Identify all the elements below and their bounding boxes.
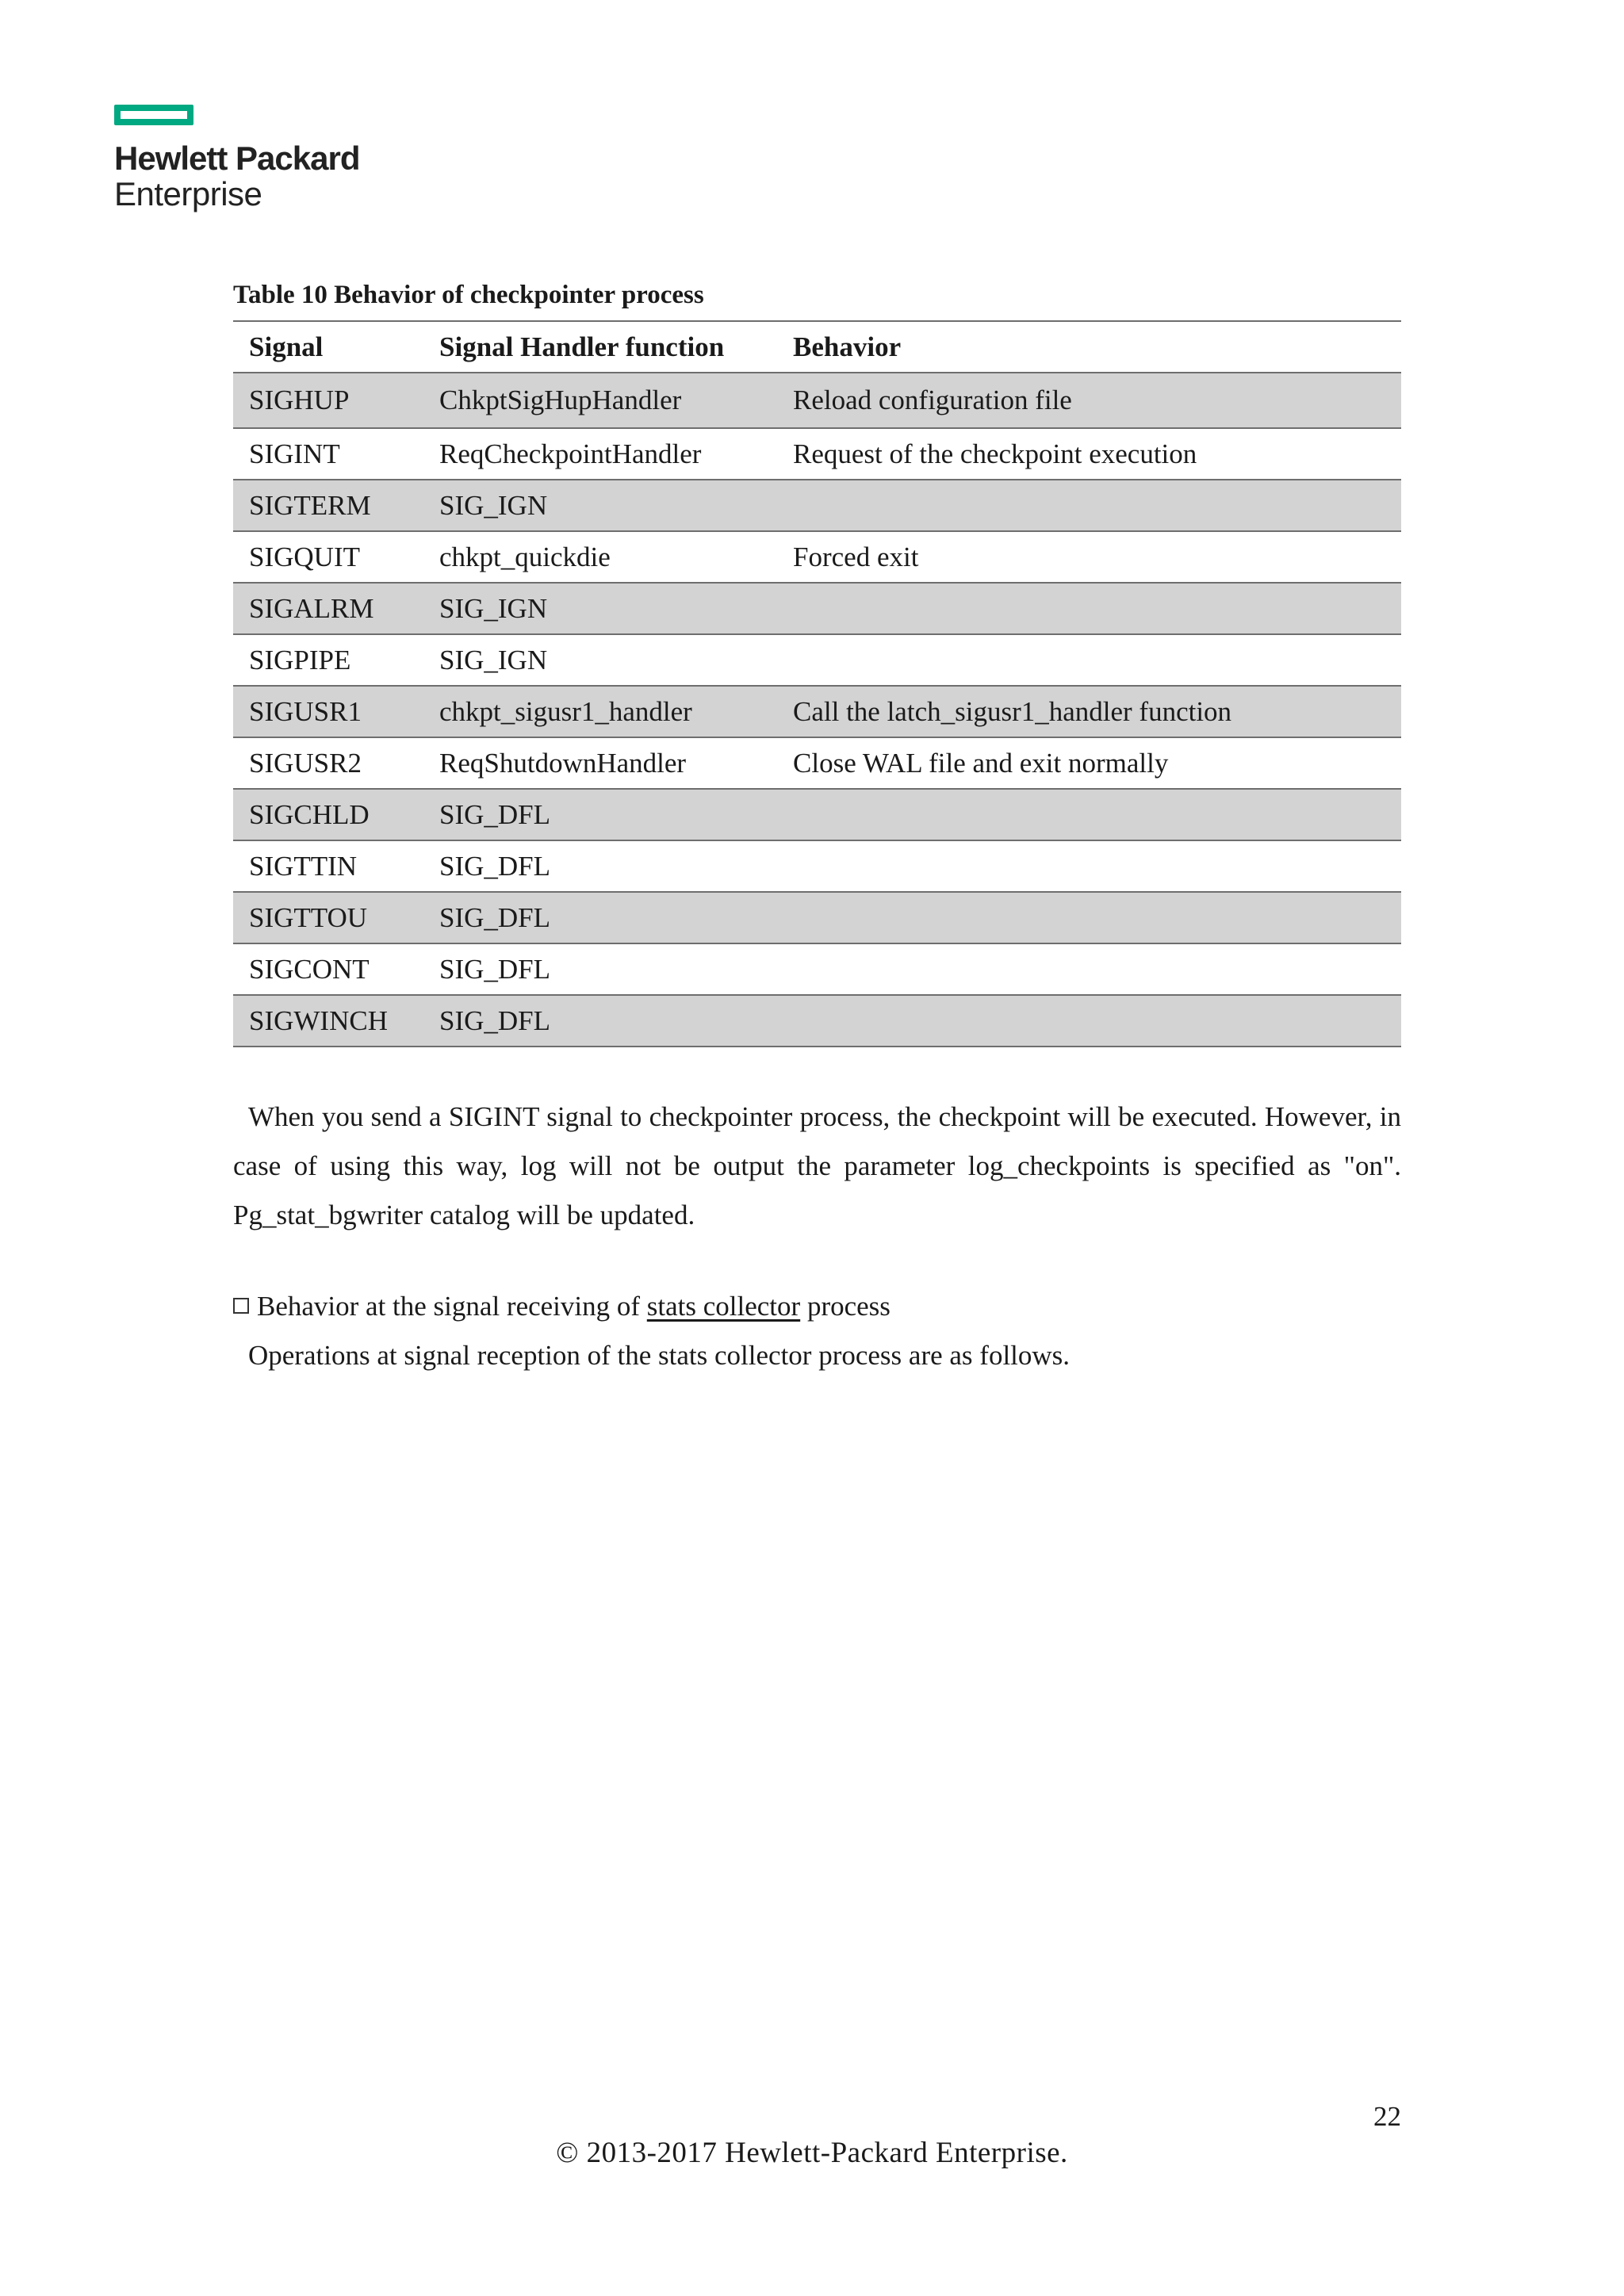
cell-behavior — [777, 943, 1401, 995]
cell-signal: SIGTERM — [233, 480, 423, 531]
cell-handler: SIG_IGN — [423, 480, 777, 531]
cell-signal: SIGINT — [233, 428, 423, 480]
cell-handler: SIG_IGN — [423, 634, 777, 686]
cell-handler: SIG_DFL — [423, 892, 777, 943]
cell-signal: SIGQUIT — [233, 531, 423, 583]
checkbox-bullet-icon — [233, 1298, 249, 1314]
heading-prefix: Behavior at the signal receiving of — [257, 1291, 647, 1322]
section-body: Operations at signal reception of the stats collector process are as follows. — [248, 1340, 1071, 1371]
cell-behavior: Reload configuration file — [777, 373, 1401, 428]
table-row — [233, 995, 1401, 1047]
cell-signal: SIGCONT — [233, 943, 423, 995]
table-row — [233, 531, 1401, 583]
cell-behavior — [777, 583, 1401, 634]
table-header-row — [233, 321, 1401, 373]
cell-signal: SIGTTOU — [233, 892, 423, 943]
cell-handler: SIG_DFL — [423, 840, 777, 892]
logo-text-line2: Enterprise — [114, 175, 262, 212]
cell-handler: SIG_DFL — [423, 995, 777, 1047]
logo-mark — [114, 105, 193, 125]
cell-handler: ReqShutdownHandler — [423, 737, 777, 789]
table-row — [233, 737, 1401, 789]
cell-behavior — [777, 634, 1401, 686]
table-row — [233, 686, 1401, 737]
table-row — [233, 943, 1401, 995]
cell-behavior: Call the latch_sigusr1_handler function — [777, 686, 1401, 737]
cell-signal: SIGUSR2 — [233, 737, 423, 789]
cell-behavior: Forced exit — [777, 531, 1401, 583]
cell-signal: SIGHUP — [233, 373, 423, 428]
table-row — [233, 428, 1401, 480]
header-signal: Signal — [233, 321, 423, 373]
cell-signal: SIGCHLD — [233, 789, 423, 840]
header-behavior: Behavior — [777, 321, 1401, 373]
cell-handler: ChkptSigHupHandler — [423, 373, 777, 428]
body-paragraph: When you send a SIGINT signal to checkpointer process, the checkpoint will be executed. However, in case of using this way, log will not be output the parameter log_checkpoints is specified as "on". Pg_stat_bgwriter catalog will be updated. — [233, 1101, 1401, 1230]
company-logo — [114, 105, 376, 212]
cell-behavior — [777, 995, 1401, 1047]
cell-handler: SIG_DFL — [423, 789, 777, 840]
copyright: © 2013-2017 Hewlett-Packard Enterprise. — [556, 2137, 1068, 2169]
table-caption: Table 10 Behavior of checkpointer process — [233, 281, 704, 309]
cell-behavior: Close WAL file and exit normally — [777, 737, 1401, 789]
heading-link: stats collector — [646, 1291, 801, 1322]
cell-handler: ReqCheckpointHandler — [423, 428, 777, 480]
header-handler: Signal Handler function — [423, 321, 777, 373]
cell-signal: SIGUSR1 — [233, 686, 423, 737]
table-row — [233, 373, 1401, 428]
table-row — [233, 480, 1401, 531]
table-row — [233, 634, 1401, 686]
cell-behavior — [777, 840, 1401, 892]
logo-text-line1: Hewlett Packard — [114, 140, 360, 177]
cell-behavior: Request of the checkpoint execution — [777, 428, 1401, 480]
cell-signal: SIGWINCH — [233, 995, 423, 1047]
table-row — [233, 840, 1401, 892]
section-heading — [233, 1289, 891, 1324]
table-row — [233, 583, 1401, 634]
cell-handler: SIG_IGN — [423, 583, 777, 634]
cell-behavior — [777, 892, 1401, 943]
cell-handler: SIG_DFL — [423, 943, 777, 995]
signal-table — [233, 320, 1401, 1047]
cell-behavior — [777, 789, 1401, 840]
page-number: 22 — [1373, 2101, 1401, 2132]
cell-signal: SIGTTIN — [233, 840, 423, 892]
cell-handler: chkpt_quickdie — [423, 531, 777, 583]
table-row — [233, 789, 1401, 840]
heading-suffix: process — [800, 1291, 891, 1322]
cell-behavior — [777, 480, 1401, 531]
table-row — [233, 892, 1401, 943]
cell-handler: chkpt_sigusr1_handler — [423, 686, 777, 737]
cell-signal: SIGPIPE — [233, 634, 423, 686]
cell-signal: SIGALRM — [233, 583, 423, 634]
